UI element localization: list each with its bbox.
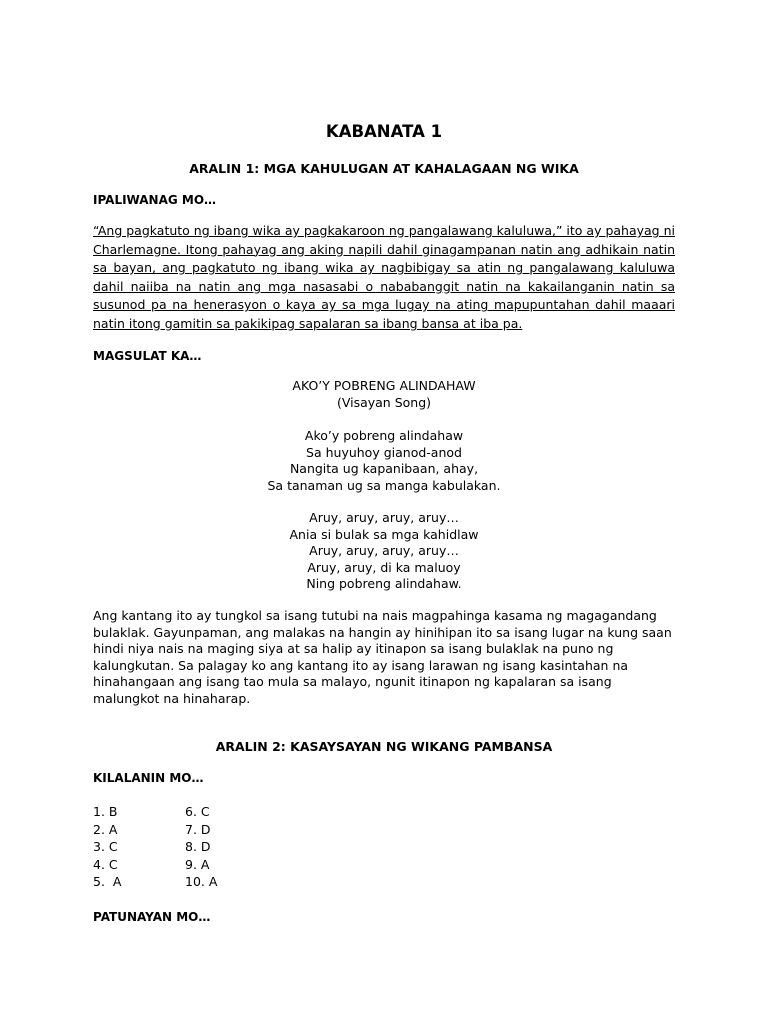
answer-row <box>93 873 217 891</box>
patunayan-heading: PATUNAYAN MO… <box>93 910 211 924</box>
answer-left: 1. B <box>93 804 118 819</box>
song-line: Aruy, aruy, aruy, aruy… <box>309 510 459 525</box>
answer-row <box>93 856 217 874</box>
song-line: Sa huyuhoy gianod-anod <box>306 444 462 460</box>
answer-right: 10. A <box>185 874 218 889</box>
song-line: Ania si bulak sa mga kahidlaw <box>289 526 479 542</box>
song-verse-2 <box>0 510 768 593</box>
song-line: Ako’y pobreng alindahaw <box>304 428 464 443</box>
answer-right: 6. C <box>185 804 210 819</box>
answer-right: 9. A <box>185 856 210 872</box>
lesson2-title: ARALIN 2: KASAYSAYAN NG WIKANG PAMBANSA <box>215 739 553 754</box>
chapter-title: KABANATA 1 <box>325 122 443 141</box>
song-title: AKO’Y POBRENG ALINDAHAW <box>292 378 476 393</box>
ipaliwanag-paragraph: “Ang pagkatuto ng ibang wika ay pagkakaroon ng pangalawang kaluluwa,” ito ay pahayag ni Charlemagne. Itong pahayag ang aking napili dahil ginagampanan natin ang adhikain natin sa bayan, ang pagkatuto ng ibang wika ay nagbibigay sa atin ng pangalawang kaluluwa dahil naiiba na natin ang mga nasasabi o nababanggit natin na kakailanganin natin sa susunod pa na henerasyon o kaya ay sa mga lugay na ating mapupuntahan dahil maaari natin itong gamitin sa pakikipag sapalaran sa ibang bansa at iba pa. <box>93 223 675 331</box>
answer-left: 4. C <box>93 856 118 872</box>
song-line: Ning pobreng alindahaw. <box>306 576 462 591</box>
song-interpretation-paragraph: Ang kantang ito ay tungkol sa isang tutubi na nais magpahinga kasama ng magagandang bulaklak. Gayunpaman, ang malakas na hangin ay hinihipan ito sa isang lugar na kung saan hindi niya nais na maging siya at sa halip ay itinapon sa isang bulaklak na puno ng kalungkutan. Sa palagay ko ang kantang ito ay isang larawan ng isang kasintahan na hinahangaan ang isang tao mula sa malayo, ngunit itinapon ng kapalaran sa isang malungkot na hinaharap. <box>93 608 672 706</box>
answer-row <box>93 821 217 839</box>
answer-key <box>93 803 217 891</box>
lesson1-title: ARALIN 1: MGA KAHULUGAN AT KAHALAGAAN NG WIKA <box>189 161 579 176</box>
song-line: Nangita ug kapanibaan, ahay, <box>289 461 479 476</box>
kilalanin-heading: KILALANIN MO… <box>93 771 204 785</box>
ipaliwanag-heading: IPALIWANAG MO… <box>93 193 217 207</box>
answer-row <box>93 838 217 856</box>
song-line: Sa tanaman ug sa manga kabulakan. <box>267 477 501 493</box>
answer-right: 8. D <box>185 839 211 854</box>
song-subtitle: (Visayan Song) <box>336 394 432 410</box>
song-block <box>0 378 768 411</box>
answer-row <box>93 803 217 821</box>
song-line: Aruy, aruy, aruy, aruy… <box>309 543 459 558</box>
magsulat-heading: MAGSULAT KA… <box>93 349 202 363</box>
answer-right: 7. D <box>185 821 211 837</box>
song-verse-1 <box>0 428 768 494</box>
answer-left: 5. A <box>93 874 122 889</box>
answer-left: 3. C <box>93 839 118 854</box>
song-line: Aruy, aruy, di ka maluoy <box>307 559 461 575</box>
answer-left: 2. A <box>93 821 118 837</box>
